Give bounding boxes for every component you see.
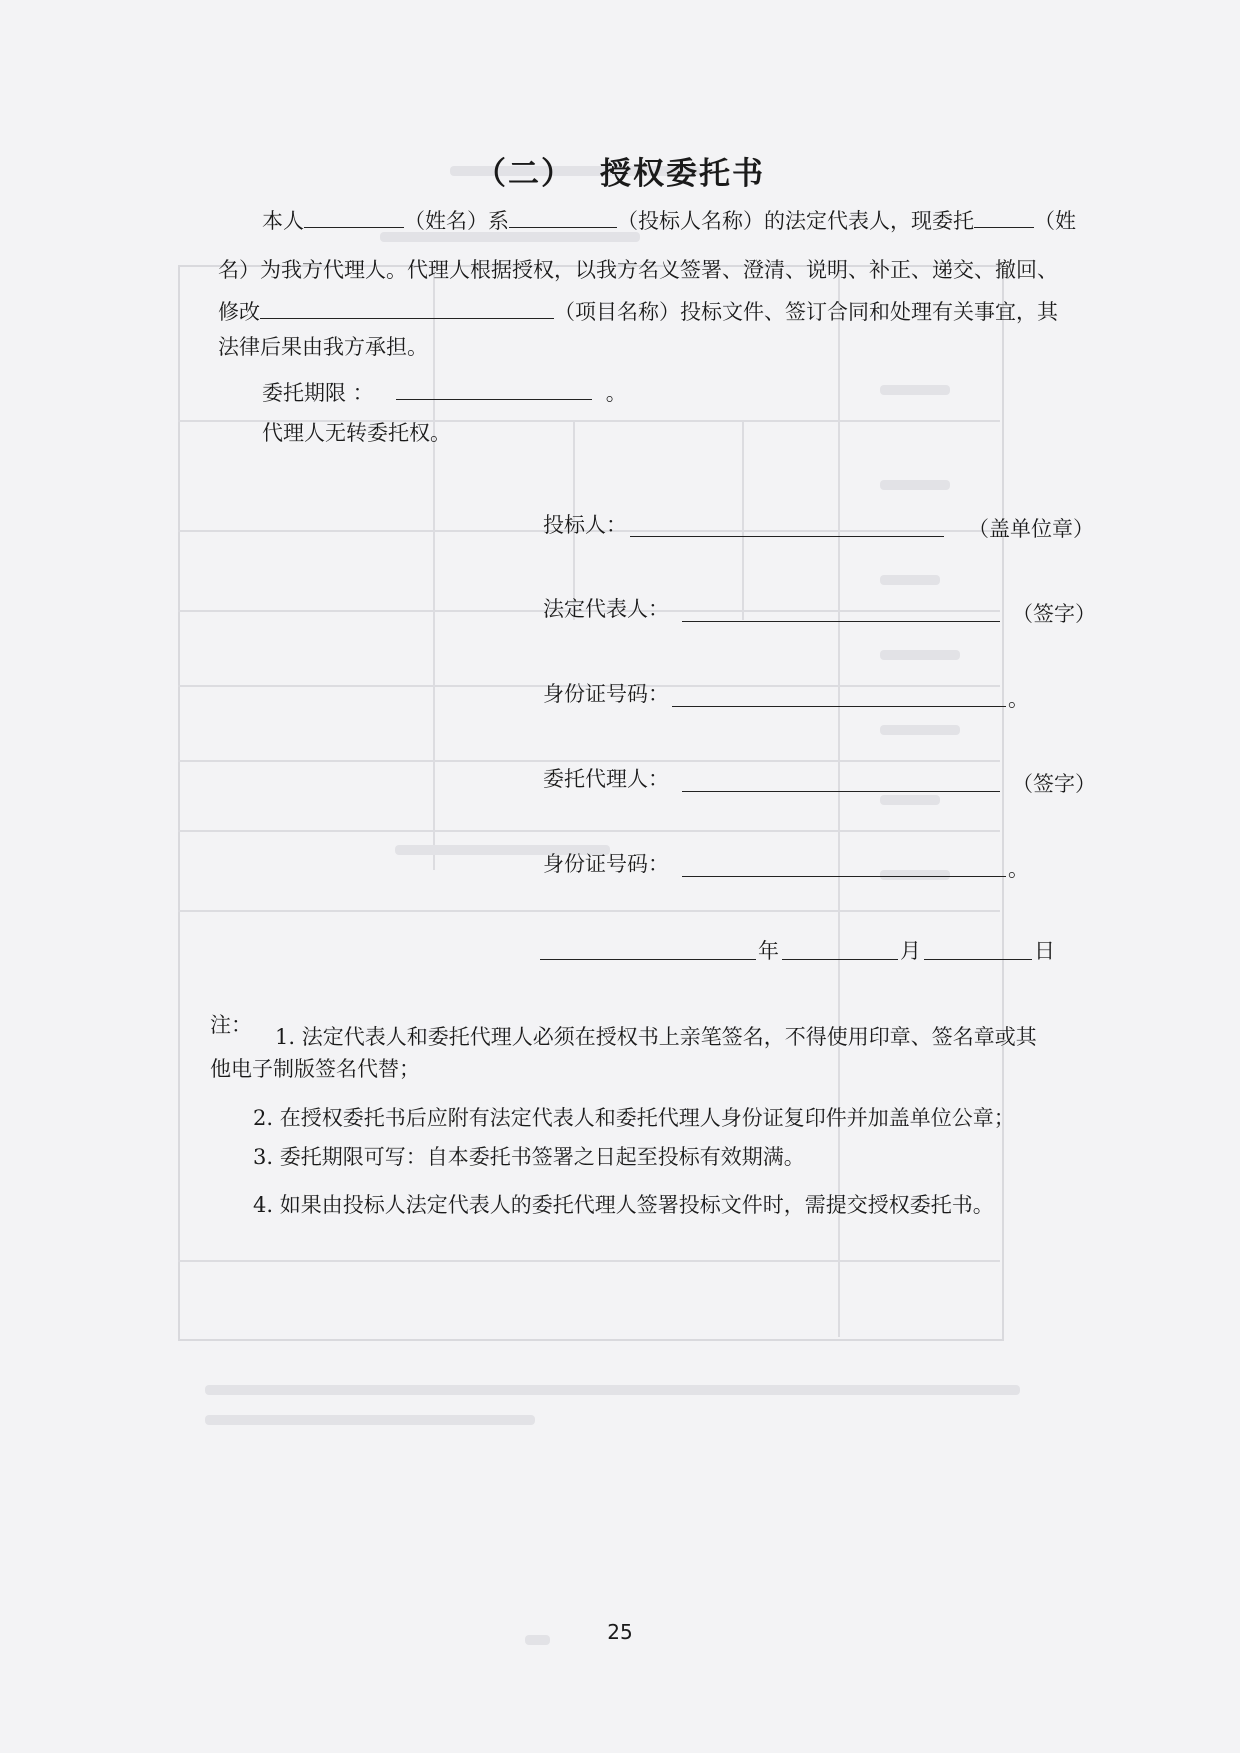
id-number-label-1: 身份证号码： bbox=[543, 682, 669, 706]
month-line[interactable] bbox=[782, 959, 898, 960]
notes-label: 注： bbox=[210, 1013, 252, 1037]
body-line-2: 名）为我方代理人。代理人根据授权，以我方名义签署、澄清、说明、补正、递交、撤回、 bbox=[218, 258, 1058, 282]
page-number: 25 bbox=[607, 1620, 633, 1644]
id-number-label-2: 身份证号码： bbox=[543, 852, 669, 876]
day-line[interactable] bbox=[924, 959, 1032, 960]
bidder-sign-line[interactable] bbox=[630, 536, 944, 537]
note-1a: 1. 法定代表人和委托代理人必须在授权书上亲笔签名，不得使用印章、签名章或其 bbox=[275, 1025, 1037, 1049]
body-line-3: 修改 （项目名称）投标文件、签订合同和处理有关事宜，其 bbox=[218, 300, 1058, 324]
id-number-line-2[interactable] bbox=[682, 876, 1006, 877]
legal-rep-sign-line[interactable] bbox=[682, 621, 1000, 622]
name-blank[interactable] bbox=[304, 207, 404, 228]
id-number-end-1: 。 bbox=[1008, 687, 1029, 711]
note-3: 3. 委托期限可写：自本委托书签署之日起至投标有效期满。 bbox=[253, 1145, 805, 1169]
id-number-line-1[interactable] bbox=[672, 706, 1006, 707]
agent-sign-note: （签字） bbox=[1012, 772, 1096, 796]
term-line: 委托期限 ： 。 bbox=[262, 381, 627, 405]
bidder-name-blank[interactable] bbox=[509, 207, 617, 228]
bidder-seal-note: （盖单位章） bbox=[968, 517, 1094, 541]
agent-sign-line[interactable] bbox=[682, 791, 1000, 792]
month-label: 月 bbox=[900, 939, 921, 963]
page-title bbox=[0, 148, 1240, 193]
bidder-label: 投标人： bbox=[543, 513, 627, 537]
year-line[interactable] bbox=[540, 959, 756, 960]
note-4: 4. 如果由投标人法定代表人的委托代理人签署投标文件时，需提交授权委托书。 bbox=[253, 1193, 994, 1217]
note-2: 2. 在授权委托书后应附有法定代表人和委托代理人身份证复印件并加盖单位公章； bbox=[253, 1106, 1015, 1130]
agent-name-blank[interactable] bbox=[974, 207, 1034, 228]
body-line-4: 法律后果由我方承担。 bbox=[218, 335, 428, 359]
day-label: 日 bbox=[1034, 939, 1055, 963]
no-transfer-text: 代理人无转委托权。 bbox=[262, 421, 451, 445]
body-line-1: 本人 （姓名）系 （投标人名称）的法定代表人，现委托 （姓 bbox=[262, 209, 1076, 233]
agent-label: 委托代理人： bbox=[543, 767, 669, 791]
legal-rep-sign-note: （签字） bbox=[1012, 602, 1096, 626]
project-name-blank[interactable] bbox=[260, 298, 554, 319]
id-number-end-2: 。 bbox=[1008, 857, 1029, 881]
note-1b: 他电子制版签名代替； bbox=[210, 1057, 420, 1081]
term-blank[interactable] bbox=[396, 379, 592, 400]
legal-rep-label: 法定代表人： bbox=[543, 597, 669, 621]
title-name: 授权委托书 bbox=[600, 156, 765, 192]
year-label: 年 bbox=[758, 939, 779, 963]
title-index: （二） bbox=[475, 156, 574, 192]
